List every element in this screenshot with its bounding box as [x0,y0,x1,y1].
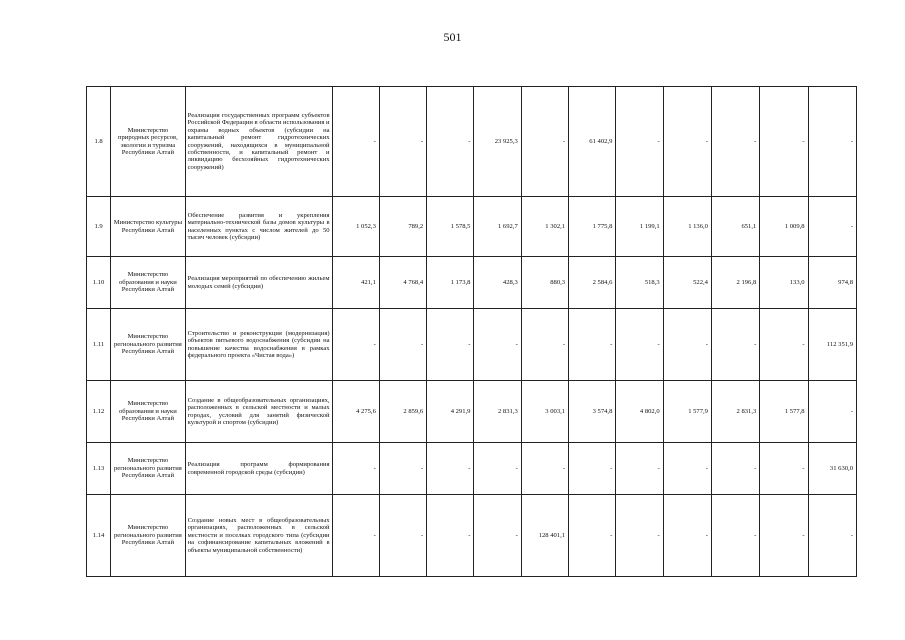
value-cell: 1 009,8 [760,197,808,257]
value-cell: 518,3 [616,257,663,309]
row-number: 1.10 [87,257,111,309]
value-cell: - [616,87,663,197]
description-cell: Реализация мероприятий по обеспечению жильем молодых семей (субсидии) [185,257,332,309]
value-cell: - [760,309,808,381]
value-cell: 112 351,9 [808,309,856,381]
value-cell: - [379,87,426,197]
value-cell: - [379,309,426,381]
value-cell: - [808,495,856,577]
value-cell: 974,8 [808,257,856,309]
value-cell: 1 692,7 [474,197,521,257]
value-cell: - [332,87,379,197]
ministry-cell: Министерство образования и науки Республики Алтай [111,381,185,443]
value-cell: - [427,443,474,495]
value-cell: 4 291,9 [427,381,474,443]
ministry-cell: Министерство культуры Республики Алтай [111,197,185,257]
value-cell: 522,4 [663,257,711,309]
table-row [87,443,857,495]
value-cell: 4 275,6 [332,381,379,443]
value-cell: 1 302,1 [521,197,568,257]
table-body [87,87,857,577]
value-cell: - [379,443,426,495]
value-cell: - [616,309,663,381]
value-cell: - [663,87,711,197]
value-cell: 31 630,0 [808,443,856,495]
value-cell: - [711,309,759,381]
value-cell: - [521,87,568,197]
value-cell: 2 196,8 [711,257,759,309]
value-cell: 128 401,1 [521,495,568,577]
value-cell: 1 136,0 [663,197,711,257]
value-cell: - [569,443,616,495]
value-cell: - [332,309,379,381]
description-cell: Реализация программ формирования современной городской среды (субсидии) [185,443,332,495]
value-cell: 1 173,8 [427,257,474,309]
value-cell: - [760,495,808,577]
table-row [87,495,857,577]
value-cell: - [711,495,759,577]
budget-table [86,86,857,577]
ministry-cell: Министерство регионального развития Республики Алтай [111,443,185,495]
value-cell: 2 831,3 [711,381,759,443]
value-cell: - [474,309,521,381]
value-cell: - [379,495,426,577]
value-cell: - [760,87,808,197]
row-number: 1.13 [87,443,111,495]
value-cell: - [521,309,568,381]
page-number: 501 [443,30,462,44]
value-cell: - [474,443,521,495]
value-cell: 880,3 [521,257,568,309]
value-cell: - [711,443,759,495]
table-row [87,197,857,257]
value-cell: - [569,495,616,577]
value-cell: - [711,87,759,197]
value-cell: - [427,495,474,577]
value-cell: 428,3 [474,257,521,309]
value-cell: - [474,495,521,577]
value-cell: 2 831,3 [474,381,521,443]
value-cell: 1 578,5 [427,197,474,257]
value-cell: 4 768,4 [379,257,426,309]
value-cell: 133,0 [760,257,808,309]
value-cell: 2 859,6 [379,381,426,443]
value-cell: 23 925,3 [474,87,521,197]
value-cell: - [427,87,474,197]
value-cell: - [616,495,663,577]
value-cell: - [616,443,663,495]
value-cell: 2 584,6 [569,257,616,309]
table-row [87,381,857,443]
row-number: 1.9 [87,197,111,257]
description-cell: Строительство и реконструкция (модернизация) объектов питьевого водоснабжения (субсидии на повышение качества водоснабжения в рамках федерального проекта «Чистая вода») [185,309,332,381]
row-number: 1.14 [87,495,111,577]
value-cell: - [663,495,711,577]
description-cell: Создание в общеобразовательных организациях, расположенных в сельской местности и малых городах, условий для занятий физической культурой и спортом (субсидии) [185,381,332,443]
value-cell: - [427,309,474,381]
value-cell: 3 574,8 [569,381,616,443]
value-cell: 4 802,0 [616,381,663,443]
ministry-cell: Министерство образования и науки Республики Алтай [111,257,185,309]
value-cell: - [521,443,568,495]
value-cell: - [663,309,711,381]
value-cell: 1 577,8 [760,381,808,443]
description-cell: Обеспечение развития и укрепления материально-технической базы домов культуры в населенных пунктах с числом жителей до 50 тысяч человек (субсидии) [185,197,332,257]
ministry-cell: Министерство регионального развития Республики Алтай [111,495,185,577]
value-cell: 3 003,1 [521,381,568,443]
table-row [87,309,857,381]
value-cell: - [569,309,616,381]
value-cell: 1 199,1 [616,197,663,257]
value-cell: 651,1 [711,197,759,257]
value-cell: - [332,443,379,495]
value-cell: 1 775,8 [569,197,616,257]
value-cell: - [332,495,379,577]
value-cell: - [663,443,711,495]
row-number: 1.8 [87,87,111,197]
table-row [87,87,857,197]
row-number: 1.11 [87,309,111,381]
value-cell: - [808,197,856,257]
value-cell: - [760,443,808,495]
description-cell: Создание новых мест в общеобразовательных организациях, расположенных в сельской местности и поселках городского типа (субсидии на софинансирование капитальных вложений в объекты муниципальной собственности) [185,495,332,577]
row-number: 1.12 [87,381,111,443]
ministry-cell: Министерство регионального развития Республики Алтай [111,309,185,381]
description-cell: Реализация государственных программ субъектов Российской Федерации в области использования и охраны водных объектов (субсидии на капитальный ремонт гидротехнических сооружений, находящихся в муниципальной собственности, и капитальный ремонт и ликвидацию бесхозяйных гидротехнических сооружений) [185,87,332,197]
value-cell: 421,1 [332,257,379,309]
ministry-cell: Министерство природных ресурсов, экологии и туризма Республики Алтай [111,87,185,197]
value-cell: 61 402,9 [569,87,616,197]
value-cell: - [808,381,856,443]
table-row [87,257,857,309]
value-cell: 1 577,9 [663,381,711,443]
value-cell: - [808,87,856,197]
value-cell: 1 052,3 [332,197,379,257]
value-cell: 789,2 [379,197,426,257]
